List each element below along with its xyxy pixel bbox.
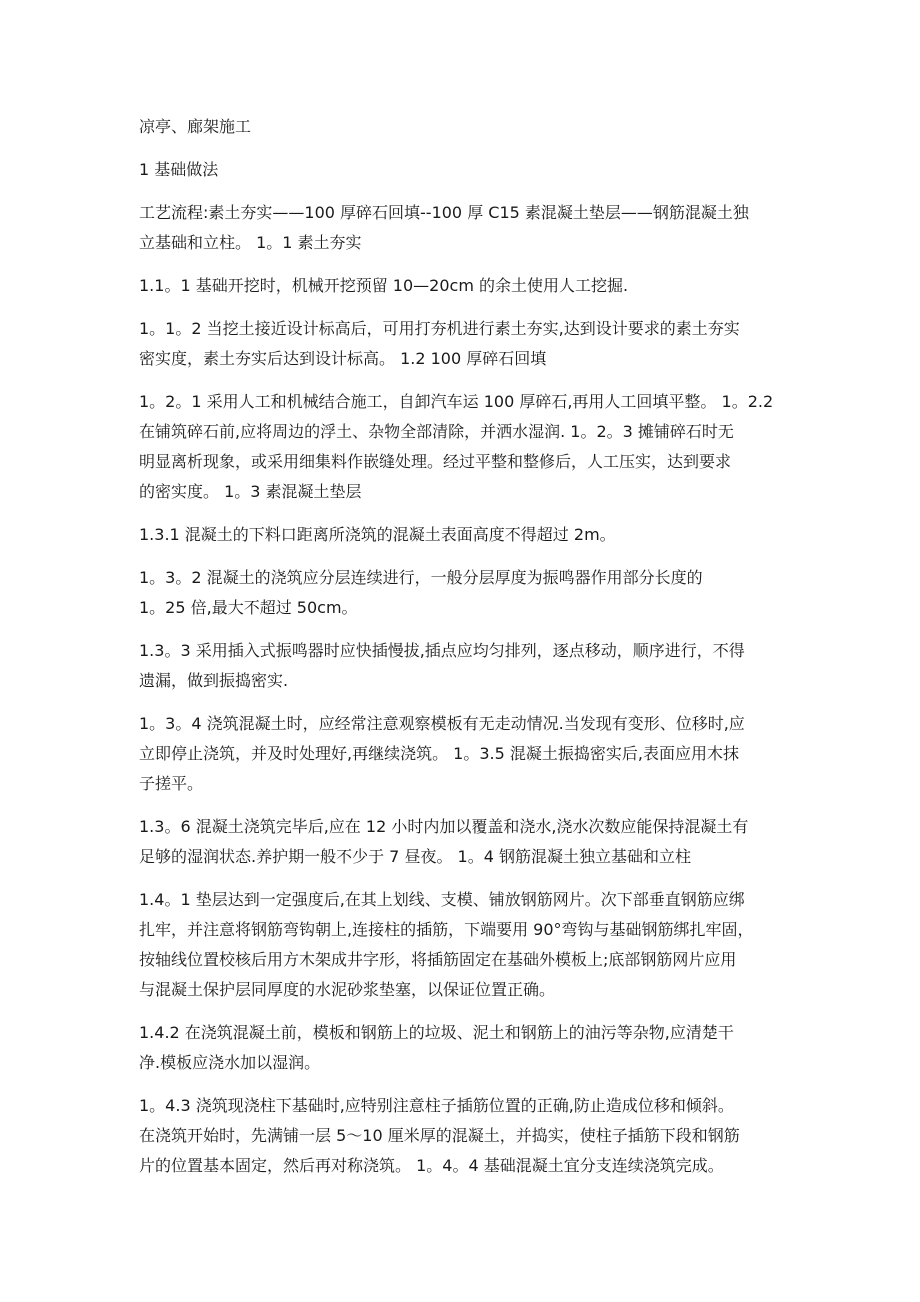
paragraph-line: 工艺流程:素土夯实——100 厚碎石回填--100 厚 C15 素混凝土垫层——钢筋混凝土独 <box>139 203 749 222</box>
document-title <box>139 112 789 142</box>
body-paragraph <box>139 1091 789 1181</box>
paragraph-line: 在铺筑碎石前,应将周边的浮土、杂物全部清除，并洒水湿润. 1。2。3 摊铺碎石时无 <box>139 422 734 441</box>
section-heading-line: 1 基础做法 <box>139 160 219 179</box>
paragraph-line: 1。1。2 当挖土接近设计标高后，可用打夯机进行素土夯实,达到设计要求的素土夯实 <box>139 319 740 338</box>
body-paragraph <box>139 1018 789 1078</box>
paragraph-line: 1。3。4 浇筑混凝土时，应经常注意观察模板有无走动情况.当发现有变形、位移时,应 <box>139 714 745 733</box>
document-body <box>139 112 789 1194</box>
paragraph-line: 明显离析现象，或采用细集料作嵌缝处理。经过平整和整修后，人工压实，达到要求 <box>139 452 732 471</box>
body-paragraph <box>139 885 789 1005</box>
body-paragraph <box>139 812 789 872</box>
paragraph-line: 与混凝土保护层同厚度的水泥砂浆垫塞，以保证位置正确。 <box>139 980 556 999</box>
body-paragraph <box>139 271 789 301</box>
paragraph-line: 按轴线位置校核后用方木架成井字形，将插筋固定在基础外模板上;底部钢筋网片应用 <box>139 950 737 969</box>
paragraph-line: 1.3。3 采用插入式振鸣器时应快插慢拔,插点应均匀排列，逐点移动，顺序进行，不得 <box>139 641 745 660</box>
paragraph-line: 扎牢，并注意将钢筋弯钩朝上,连接柱的插筋，下端要用 90°弯钩与基础钢筋绑扎牢固， <box>139 920 754 939</box>
paragraph-line: 片的位置基本固定，然后再对称浇筑。 1。4。4 基础混凝土宜分支连续浇筑完成。 <box>139 1156 724 1175</box>
paragraph-line: 的密实度。 1。3 素混凝土垫层 <box>139 482 362 501</box>
paragraph-line: 足够的湿润状态.养护期一般不少于 7 昼夜。 1。4 钢筋混凝土独立基础和立柱 <box>139 847 691 866</box>
paragraph-line: 1.3。6 混凝土浇筑完毕后,应在 12 小时内加以覆盖和浇水,浇水次数应能保持混凝土有 <box>139 817 749 836</box>
paragraph-line: 1。25 倍,最大不超过 50cm。 <box>139 598 358 617</box>
body-paragraph <box>139 709 789 799</box>
body-paragraph <box>139 314 789 374</box>
paragraph-line: 密实度，素土夯实后达到设计标高。 1.2 100 厚碎石回填 <box>139 349 547 368</box>
paragraph-line: 1。2。1 采用人工和机械结合施工，自卸汽车运 100 厚碎石,再用人工回填平整。 1。2.2 <box>139 392 774 411</box>
section-heading <box>139 155 789 185</box>
paragraph-line: 立基础和立柱。 1。1 素土夯实 <box>139 233 362 252</box>
paragraph-line: 1.3.1 混凝土的下料口距离所浇筑的混凝土表面高度不得超过 2m。 <box>139 525 616 544</box>
paragraph-line: 1.1。1 基础开挖时，机械开挖预留 10—20cm 的余土使用人工挖掘. <box>139 276 629 295</box>
paragraph-line: 1。4.3 浇筑现浇柱下基础时,应特别注意柱子插筋位置的正确,防止造成位移和倾斜。 <box>139 1096 734 1115</box>
paragraph-line: 子搓平。 <box>139 774 204 793</box>
body-paragraph <box>139 387 789 507</box>
body-paragraph <box>139 563 789 623</box>
body-paragraph <box>139 636 789 696</box>
paragraph-line: 遗漏，做到振捣密实. <box>139 671 289 690</box>
paragraph-line: 净.模板应浇水加以湿润。 <box>139 1053 321 1072</box>
body-paragraph <box>139 198 789 258</box>
paragraph-line: 1.4。1 垫层达到一定强度后,在其上划线、支模、铺放钢筋网片。次下部垂直钢筋应绑 <box>139 890 745 909</box>
paragraph-line: 1。3。2 混凝土的浇筑应分层连续进行，一般分层厚度为振鸣器作用部分长度的 <box>139 568 703 587</box>
title-line: 凉亭、廊架施工 <box>139 117 252 136</box>
paragraph-line: 立即停止浇筑，并及时处理好,再继续浇筑。 1。3.5 混凝土振捣密实后,表面应用木抹 <box>139 744 739 763</box>
paragraph-line: 在浇筑开始时，先满铺一层 5～10 厘米厚的混凝土，并捣实，使柱子插筋下段和钢筋 <box>139 1126 740 1145</box>
paragraph-line: 1.4.2 在浇筑混凝土前，模板和钢筋上的垃圾、泥土和钢筋上的油污等杂物,应清楚干 <box>139 1023 734 1042</box>
body-paragraph <box>139 520 789 550</box>
